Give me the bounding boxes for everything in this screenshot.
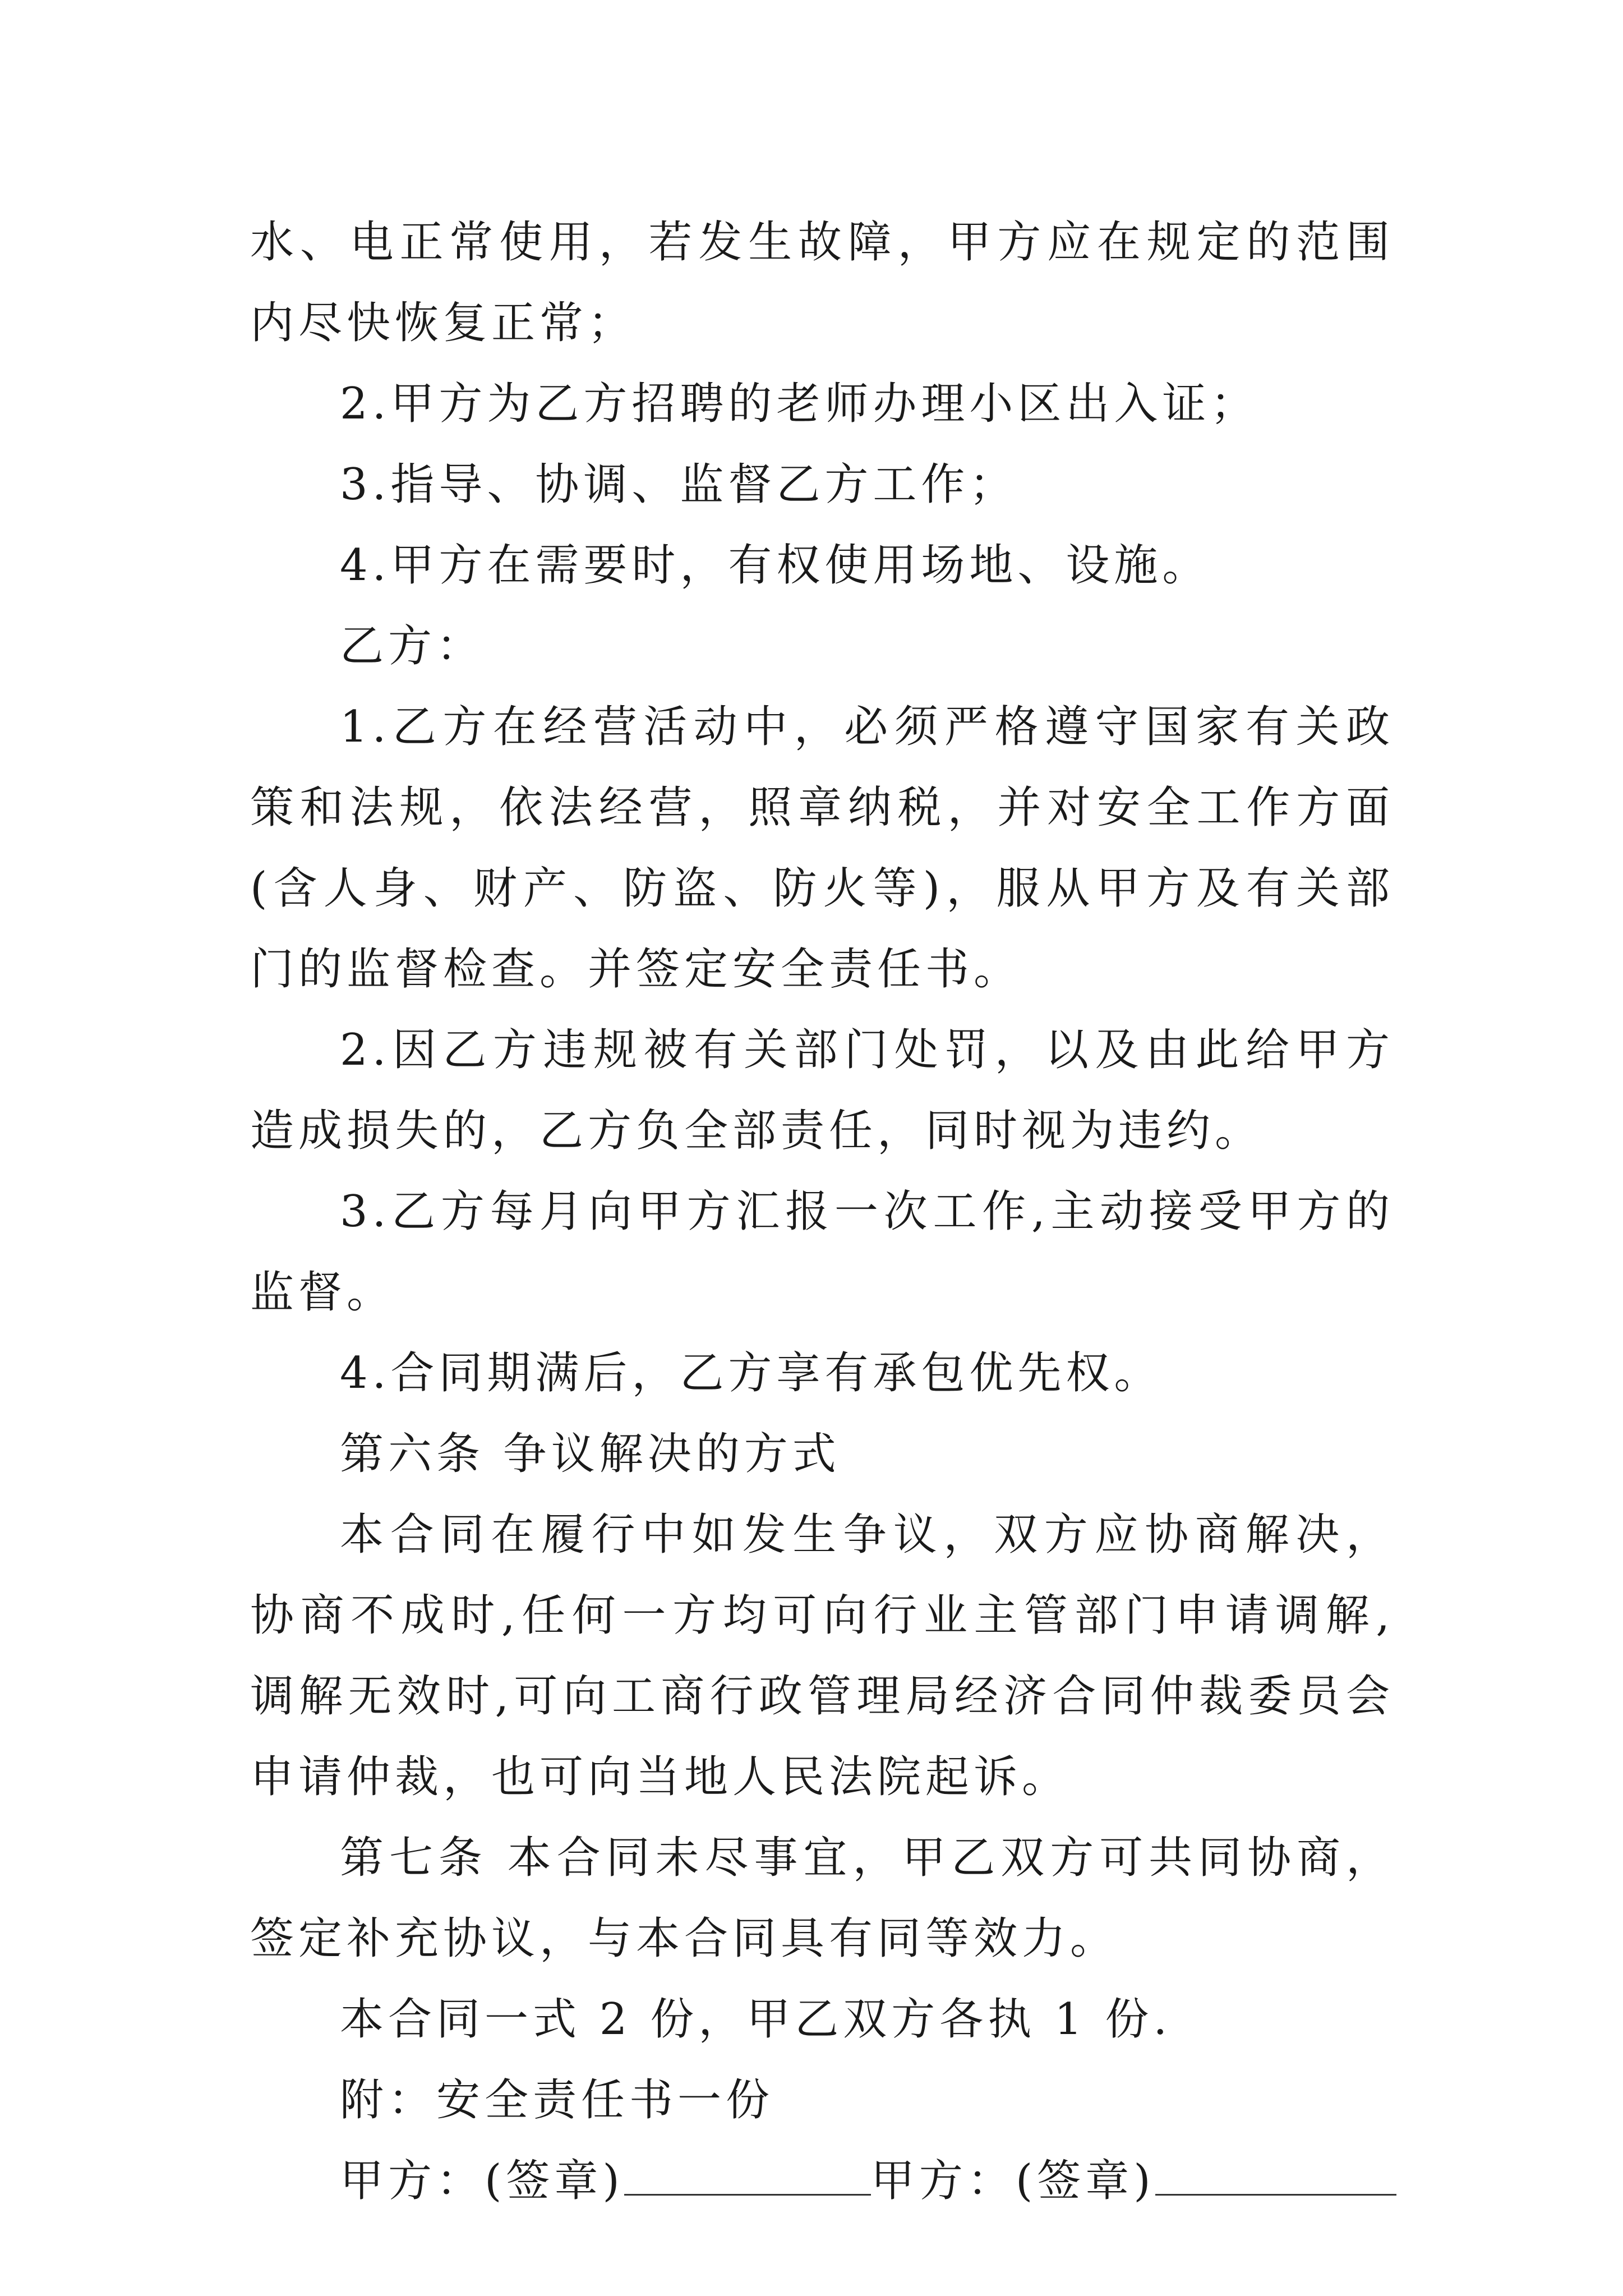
paragraph: 2.因乙方违规被有关部门处罚，以及由此给甲方造成损失的，乙方负全部责任，同时视为违约。 — [250, 1025, 1394, 1156]
paragraph: 本合同一式 2 份，甲乙双方各执 1 份. — [340, 1994, 1172, 2045]
paragraph: 本合同在履行中如发生争议，双方应协商解决，协商不成时,任何一方均可向行业主管部门申请调解,调解无效时,可向工商行政管理局经济合同仲裁委员会申请仲裁，也可向当地人民法院起诉。 — [250, 1510, 1394, 1802]
party-a-signature-blank[interactable] — [624, 2155, 871, 2196]
paragraph: 水、电正常使用，若发生故障，甲方应在规定的范围内尽快恢复正常； — [250, 217, 1394, 348]
party-a-signature-label: 甲方：(签章) — [340, 2156, 624, 2206]
paragraph: 4.甲方在需要时，有权使用场地、设施。 — [340, 540, 1211, 591]
paragraph: 2.甲方为乙方招聘的老师办理小区出入证； — [340, 379, 1259, 429]
article-heading: 第六条 争议解决的方式 — [340, 1429, 841, 1479]
paragraph: 3.指导、协调、监督乙方工作； — [340, 459, 1018, 510]
document-body — [250, 202, 1394, 2221]
signature-line — [250, 2141, 1394, 2221]
paragraph: 第七条 本合同未尽事宜，甲乙双方可共同协商，签定补充协议，与本合同具有同等效力。 — [250, 1833, 1394, 1964]
paragraph: 3.乙方每月向甲方汇报一次工作,主动接受甲方的监督。 — [250, 1186, 1394, 1318]
party-b-signature-blank[interactable] — [1155, 2155, 1396, 2196]
paragraph: 1.乙方在经营活动中，必须严格遵守国家有关政策和法规，依法经营，照章纳税，并对安全工作方面(含人身、财产、防盗、防火等)，服从甲方及有关部门的监督检查。并签定安全责任书。 — [250, 702, 1394, 995]
paragraph: 附：安全责任书一份 — [340, 2075, 774, 2125]
paragraph: 4.合同期满后，乙方享有承包优先权。 — [340, 1348, 1163, 1398]
party-b-signature-label: 甲方：(签章) — [870, 2156, 1155, 2206]
paragraph: 乙方： — [340, 621, 485, 671]
